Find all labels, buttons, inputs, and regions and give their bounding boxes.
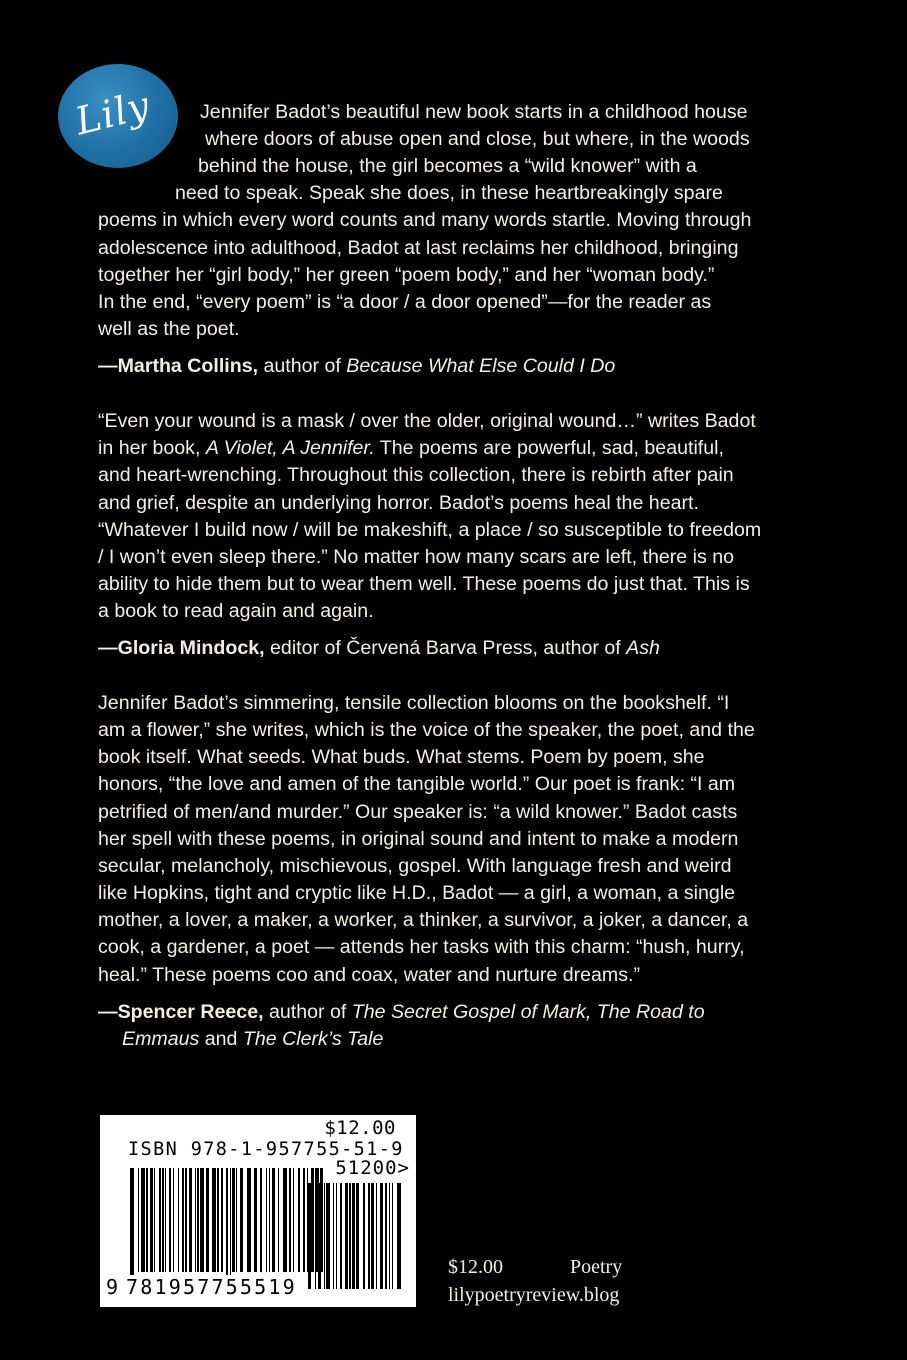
barcode-bar [315, 1183, 316, 1289]
blurb-line: Jennifer Badot’s beautiful new book starts in a childhood house [200, 101, 748, 123]
barcode-bar [165, 1168, 166, 1272]
barcode-bar [298, 1168, 300, 1272]
barcode-bar [389, 1183, 390, 1289]
barcode-bar [159, 1168, 161, 1272]
blurb-line [98, 435, 724, 462]
barcode-first-digit: 9 [106, 1275, 119, 1299]
blurb-line: together her “girl body,” her green “poem body,” and her “woman body.” [98, 264, 715, 286]
blurb-line: petrified of men/and murder.” Our speaker is: “a wild knower.” Badot casts [98, 801, 738, 823]
attribution-title: The Secret Gospel of Mark, The Road to [351, 1001, 705, 1023]
barcode-bar [226, 1168, 228, 1286]
barcode-bar [169, 1168, 171, 1272]
barcode-bar [380, 1183, 383, 1289]
blurb-line: behind the house, the girl becomes a “wild knower” with a [198, 155, 697, 177]
barcode-bar [178, 1168, 179, 1272]
barcode-bar [349, 1183, 351, 1289]
barcode-bar [345, 1183, 348, 1289]
barcode-bar [303, 1168, 305, 1272]
attribution [98, 353, 615, 380]
barcode-bar [272, 1168, 275, 1272]
blurb-line: honors, “the love and amen of the tangible world.” Our poet is frank: “I am [98, 773, 736, 795]
barcode-bar [173, 1168, 174, 1272]
attribution-role: and [199, 1028, 243, 1050]
blurb-line: a book to read again and again. [98, 600, 374, 622]
footer-category: Poetry [570, 1256, 623, 1278]
barcode-bar [141, 1168, 145, 1272]
barcode-bar [236, 1168, 237, 1272]
blurb-line: her spell with these poems, in original sound and intent to make a modern [98, 828, 739, 850]
barcode-bar [392, 1183, 393, 1289]
barcode-bar [217, 1168, 219, 1272]
blurb-line: adolescence into adulthood, Badot at last reclaims her childhood, bringing [98, 237, 739, 259]
blurb-line: poems in which every word counts and many words startle. Moving through [98, 209, 752, 231]
barcode-bar [336, 1183, 337, 1289]
barcode-bar [340, 1183, 342, 1289]
barcode-bar [326, 1183, 330, 1289]
barcode-price: $12.00 [324, 1117, 396, 1139]
barcode-bar [269, 1168, 270, 1272]
blurb-line: heal.” These poems coo and coax, water and nurture dreams.” [98, 964, 641, 986]
blurb-line: cook, a gardener, a poet — attends her tasks with this charm: “hush, hurry, [98, 936, 745, 958]
barcode-bar [333, 1183, 334, 1289]
barcode-bar [230, 1168, 231, 1286]
blurb-text: The poems are powerful, sad, beautiful, [374, 437, 724, 459]
barcode-bar [260, 1168, 262, 1272]
blurb-line: ability to hide them but to wear them well. These poems do just that. This is [98, 573, 750, 595]
barcode-bar [318, 1183, 321, 1289]
blurb-line: and grief, despite an underlying horror. Badot’s poems heal the heart. [98, 492, 699, 514]
barcode-bar [212, 1168, 216, 1272]
blurb-line: where doors of abuse open and close, but where, in the woods [205, 128, 750, 150]
barcode-bar [185, 1168, 187, 1272]
attribution [98, 999, 705, 1026]
barcode [100, 1115, 416, 1307]
barcode-bar [352, 1183, 355, 1289]
barcode-addon: 51200> [335, 1157, 410, 1179]
barcode-bar [368, 1183, 370, 1289]
attribution-name: —Spencer Reece, [98, 1001, 264, 1023]
blurb-line: / I won’t even sleep there.” No matter how many scars are left, there is no [98, 546, 734, 568]
barcode-bar [240, 1168, 243, 1272]
barcode-bar [247, 1168, 251, 1272]
barcode-bar [189, 1168, 192, 1272]
isbn-number: ISBN 978-1-957755-51-9 [128, 1139, 404, 1160]
blurb-line: need to speak. Speak she does, in these heartbreakingly spare [175, 182, 723, 204]
barcode-bar [232, 1168, 235, 1272]
barcode-bar [363, 1183, 365, 1289]
lily-logo [58, 64, 178, 168]
barcode-bar [289, 1168, 291, 1272]
blurb-text: in her book, [98, 437, 206, 459]
attribution-title: Because What Else Could I Do [346, 355, 616, 377]
attribution-title: Ash [626, 637, 660, 659]
barcode-bar [356, 1183, 359, 1289]
barcode-bar [376, 1183, 377, 1289]
blurb-line: “Whatever I build now / will be makeshift, a place / so susceptible to freedom [98, 519, 762, 541]
attribution-title: Emmaus [122, 1028, 200, 1050]
barcode-digits: 781957755519 [126, 1275, 297, 1299]
blurb-line: secular, melancholy, mischievous, gospel. With language fresh and weird [98, 855, 732, 877]
blurb-line: In the end, “every poem” is “a door / a door opened”—for the reader as [98, 291, 712, 313]
blurb-line: Jennifer Badot’s simmering, tensile collection blooms on the bookshelf. “I [98, 692, 730, 714]
barcode-bar [324, 1183, 325, 1289]
barcode-bar [162, 1168, 164, 1272]
barcode-bar [385, 1183, 387, 1289]
attribution-title: The Clerk’s Tale [242, 1028, 384, 1050]
barcode-bar [154, 1168, 155, 1272]
barcode-bar [195, 1168, 196, 1272]
blurb-line: am a flower,” she writes, which is the voice of the speaker, the poet, and the [98, 719, 755, 741]
barcode-bar [308, 1183, 311, 1289]
barcode-bar [150, 1168, 153, 1272]
blurb-line: mother, a lover, a maker, a worker, a thinker, a survivor, a joker, a dancer, a [98, 909, 749, 931]
attribution-name: —Martha Collins, [98, 355, 259, 377]
book-title: A Violet, A Jennifer. [205, 437, 375, 459]
barcode-bar [283, 1168, 287, 1272]
barcode-bar [254, 1168, 257, 1272]
barcode-bar [278, 1168, 279, 1272]
blurb-line: like Hopkins, tight and cryptic like H.D., Badot — a girl, a woman, a single [98, 882, 736, 904]
barcode-bar [130, 1168, 134, 1286]
barcode-addon-bars [308, 1183, 402, 1303]
attribution-role: author of [263, 1001, 352, 1023]
logo-text: Lily [71, 82, 155, 144]
footer-price: $12.00 [448, 1256, 503, 1278]
footer-website: lilypoetryreview.blog [448, 1284, 620, 1306]
barcode-bars [130, 1168, 326, 1286]
barcode-bar [293, 1168, 294, 1272]
barcode-bar [397, 1183, 401, 1289]
barcode-bar [266, 1168, 267, 1272]
attribution-role: author of [258, 355, 347, 377]
blurb-line: “Even your wound is a mask / over the older, original wound…” writes Badot [98, 410, 756, 432]
attribution [98, 635, 660, 662]
barcode-bar [138, 1168, 139, 1272]
barcode-bar [221, 1168, 223, 1272]
attribution-name: —Gloria Mindock, [98, 637, 265, 659]
barcode-bar [197, 1168, 199, 1272]
blurb-line: and heart-wrenching. Throughout this collection, there is rebirth after pain [98, 464, 734, 486]
barcode-bar [200, 1168, 204, 1272]
barcode-bar [146, 1168, 148, 1272]
blurb-line: book itself. What seeds. What buds. What stems. Poem by poem, she [98, 746, 705, 768]
attribution-cont [122, 1026, 383, 1053]
attribution-role: editor of Červená Barva Press, author of [264, 637, 627, 659]
barcode-bar [371, 1183, 374, 1289]
barcode-bar [182, 1168, 184, 1272]
barcode-bar [206, 1168, 209, 1272]
blurb-line: well as the poet. [98, 318, 240, 340]
